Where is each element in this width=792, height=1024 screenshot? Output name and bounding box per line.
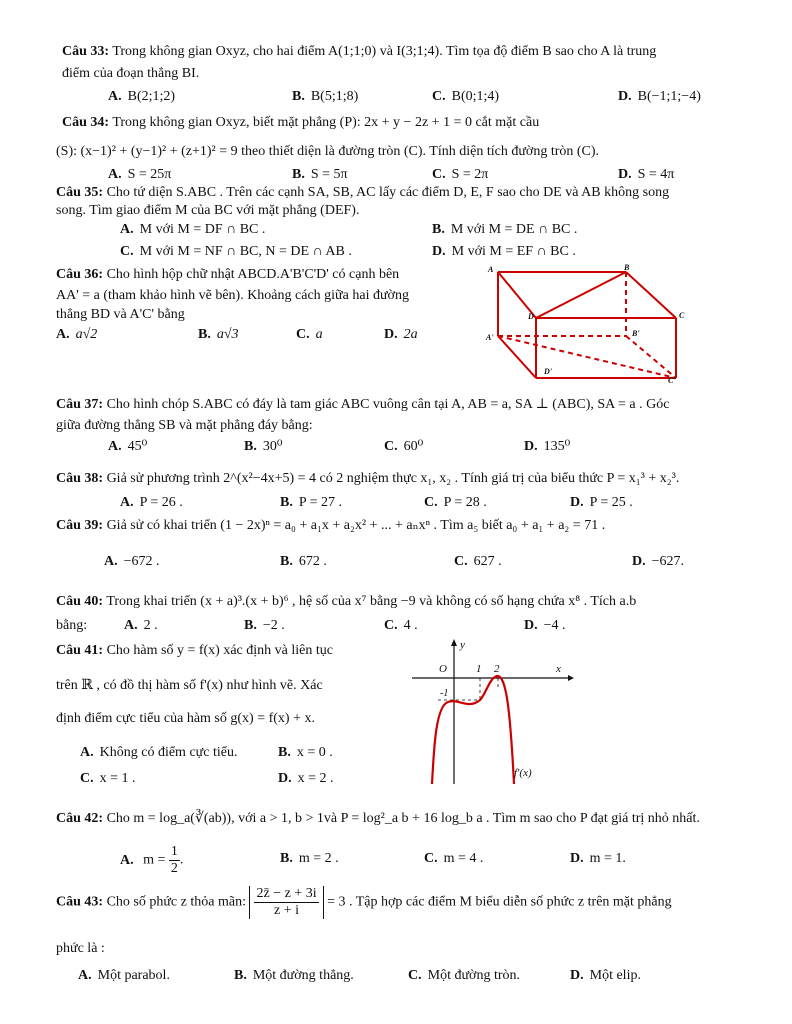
q34-text2: (S): (x−1)² + (y−1)² + (z+1)² = 9 theo thiết diện là đường tròn (C). Tính diện tích đường tròn (C). xyxy=(56,144,600,159)
q41-option-c xyxy=(80,770,136,788)
option-label: B. xyxy=(292,89,305,104)
option-text: Một parabol. xyxy=(97,968,170,983)
q35-text2: song. Tìm giao điểm M của BC với mặt phẳng (DEF). xyxy=(56,203,360,218)
q42-option-b xyxy=(280,850,339,868)
option-text: x = 0 . xyxy=(296,745,333,760)
q37-label: Câu 37: xyxy=(56,397,104,412)
option-text: x = 2 . xyxy=(297,771,334,786)
q40-option-a xyxy=(124,617,158,635)
q40-option-b xyxy=(244,617,285,635)
q37-option-d xyxy=(524,438,570,456)
q42-option-d xyxy=(570,850,626,868)
q39-option-b xyxy=(280,553,327,571)
q43-option-d xyxy=(570,967,641,985)
option-text: M với M = DE ∩ BC . xyxy=(450,222,578,237)
fraction xyxy=(254,886,318,919)
option-label: B. xyxy=(280,851,293,866)
option-text: −2 . xyxy=(262,618,285,633)
option-label: C. xyxy=(80,771,94,786)
q39-option-d xyxy=(632,553,684,571)
q37-option-a xyxy=(108,438,147,456)
x-axis-arrow-icon xyxy=(568,675,574,681)
q36-option-b xyxy=(198,326,239,344)
option-text: 672 . xyxy=(298,554,327,569)
option-text: a xyxy=(315,327,323,342)
q33-text1: Trong không gian Oxyz, cho hai điểm A(1;1;0) và I(3;1;4). Tìm tọa độ điểm B sao cho A là trung xyxy=(112,44,657,59)
vertex-A1: A' xyxy=(486,333,494,342)
q37-text2: giữa đường thẳng SB và mặt phẳng đáy bằng: xyxy=(56,418,313,433)
option-text: B(−1;1;−4) xyxy=(637,89,701,104)
option-label: A. xyxy=(120,222,134,237)
q36-option-c xyxy=(296,326,323,344)
option-text: B(0;1;4) xyxy=(451,89,500,104)
q41-line1 xyxy=(56,642,333,660)
q35-label: Câu 35: xyxy=(56,185,104,200)
q43-text2: phức là : xyxy=(56,941,105,956)
vertex-B: B xyxy=(624,263,630,272)
q38-option-c xyxy=(424,494,487,512)
option-text: S = 2π xyxy=(451,167,489,182)
fraction-denominator: z + i xyxy=(274,903,300,918)
option-label: C. xyxy=(454,554,468,569)
q41-text1: Cho hàm số y = f(x) xác định và liên tục xyxy=(106,643,333,658)
q37-text1: Cho hình chóp S.ABC có đáy là tam giác ABC vuông cân tại A, AB = a, SA ⊥ (ABC), SA = a . Góc xyxy=(106,397,670,412)
q34-text1: Trong không gian Oxyz, biết mặt phẳng (P): 2x + y − 2z + 1 = 0 cắt mặt cầu xyxy=(112,115,540,130)
option-label: C. xyxy=(408,968,422,983)
option-text: 627 . xyxy=(473,554,502,569)
option-label: B. xyxy=(432,222,445,237)
q35-option-c xyxy=(120,243,352,261)
option-label: C. xyxy=(432,89,446,104)
option-text: P = 27 . xyxy=(298,495,343,510)
option-label: A. xyxy=(108,167,122,182)
q43-line1 xyxy=(56,886,672,919)
vertex-C: C xyxy=(679,311,685,320)
q34-line1 xyxy=(62,114,539,132)
vertex-D1: D' xyxy=(544,367,552,376)
q35-option-d xyxy=(432,243,576,261)
tick-1-label: 1 xyxy=(476,663,482,675)
option-label: C. xyxy=(120,244,134,259)
option-label: A. xyxy=(78,968,92,983)
q34-option-a xyxy=(108,166,171,184)
option-label: A. xyxy=(120,852,134,868)
q40-label: Câu 40: xyxy=(56,594,104,609)
option-text: 2a xyxy=(403,327,418,342)
option-text: 30⁰ xyxy=(262,439,283,454)
option-label: D. xyxy=(570,851,584,866)
option-label: C. xyxy=(384,618,398,633)
option-label: D. xyxy=(618,89,632,104)
q40-text2: bằng: xyxy=(56,618,88,633)
option-label: D. xyxy=(524,618,538,633)
q42-option-a xyxy=(120,844,183,877)
option-text: m = xyxy=(143,852,166,868)
y-axis-label: y xyxy=(460,639,465,651)
option-text: Một đường thẳng. xyxy=(252,968,354,983)
q38-label: Câu 38: xyxy=(56,471,104,486)
q42-text1: Cho m = log_a(∛(ab)), với a > 1, b > 1và P = log²_a b + 16 log_b a . Tìm m sao cho P đạt giá trị nhỏ nhất. xyxy=(106,811,700,826)
option-label: C. xyxy=(424,851,438,866)
vertex-A: A xyxy=(488,265,494,274)
q33-option-c xyxy=(432,88,499,106)
option-label: D. xyxy=(384,327,398,342)
option-label: D. xyxy=(432,244,446,259)
option-text: m = 2 . xyxy=(298,851,339,866)
option-text: m = 1. xyxy=(589,851,626,866)
option-label: B. xyxy=(234,968,247,983)
option-text: M với M = DF ∩ BC . xyxy=(139,222,266,237)
option-label: D. xyxy=(618,167,632,182)
q41-option-d xyxy=(278,770,334,788)
q35-option-a xyxy=(120,221,265,239)
option-label: A. xyxy=(120,495,134,510)
tick-2-label: 2 xyxy=(494,663,500,675)
option-label: D. xyxy=(524,439,538,454)
option-label: B. xyxy=(244,618,257,633)
q39-label: Câu 39: xyxy=(56,518,104,533)
q42-label: Câu 42: xyxy=(56,811,104,826)
q34-option-d xyxy=(618,166,674,184)
q36-text1: Cho hình hộp chữ nhật ABCD.A'B'C'D' có cạnh bên xyxy=(106,267,400,282)
q36-option-d xyxy=(384,326,418,344)
option-text: Không có điểm cực tiểu. xyxy=(99,745,238,760)
option-text: S = 5π xyxy=(310,167,348,182)
q39-option-c xyxy=(454,553,502,571)
option-text: Một elip. xyxy=(589,968,641,983)
q35-option-b xyxy=(432,221,577,239)
fraction-numerator: 1 xyxy=(170,844,178,859)
option-text: a√2 xyxy=(75,327,98,342)
option-text: −4 . xyxy=(543,618,566,633)
option-label: B. xyxy=(278,745,291,760)
q41-derivative-graph xyxy=(408,636,576,786)
origin-label: O xyxy=(439,663,447,675)
option-text: P = 25 . xyxy=(589,495,633,510)
option-text: P = 28 . xyxy=(443,495,487,510)
option-text: m = 4 . xyxy=(443,851,484,866)
option-label: D. xyxy=(570,495,584,510)
modulus-expression xyxy=(249,886,323,919)
q36-line1 xyxy=(56,266,399,284)
q39-line1 xyxy=(56,517,605,535)
q38-option-d xyxy=(570,494,633,512)
option-text: Một đường tròn. xyxy=(427,968,521,983)
q43-text-post: = 3 . Tập hợp các điểm M biểu diễn số phức z trên mặt phẳng xyxy=(327,894,672,910)
q38-text1: Giả sử phương trình 2^(x²−4x+5) = 4 có 2 nghiệm thực x₁, x₂ . Tính giá trị của biểu thức P = x₁³ + x₂³. xyxy=(106,471,680,486)
option-label: A. xyxy=(108,439,122,454)
option-label: D. xyxy=(278,771,292,786)
q34-label: Câu 34: xyxy=(62,115,110,130)
q43-label: Câu 43: xyxy=(56,894,104,910)
option-text: −627. xyxy=(651,554,685,569)
option-label: B. xyxy=(292,167,305,182)
q40-line1 xyxy=(56,593,636,611)
vertex-D: D xyxy=(528,312,534,321)
fraction-denominator: 2 xyxy=(170,861,178,876)
q37-option-c xyxy=(384,438,423,456)
option-text: M với M = EF ∩ BC . xyxy=(451,244,576,259)
q33-option-a xyxy=(108,88,175,106)
vertex-B1: B' xyxy=(632,329,640,338)
q36-text2: AA' = a (tham khảo hình vẽ bên). Khoảng cách giữa hai đường xyxy=(56,288,409,303)
q41-option-a xyxy=(80,744,237,762)
q36-option-a xyxy=(56,326,97,344)
q40-option-c xyxy=(384,617,418,635)
option-label: C. xyxy=(296,327,310,342)
option-text: 2 . xyxy=(143,618,158,633)
option-label: C. xyxy=(384,439,398,454)
q33-option-b xyxy=(292,88,358,106)
q33-label: Câu 33: xyxy=(62,44,110,59)
option-text: 4 . xyxy=(403,618,418,633)
q36-box-figure xyxy=(484,262,694,386)
q38-line1 xyxy=(56,470,679,488)
q35-line1 xyxy=(56,184,669,202)
q37-line1 xyxy=(56,396,669,414)
q43-text-pre: Cho số phức z thỏa mãn: xyxy=(106,894,246,910)
q41-label: Câu 41: xyxy=(56,643,104,658)
q41-option-b xyxy=(278,744,333,762)
curve-label: f'(x) xyxy=(514,767,532,779)
option-text: S = 4π xyxy=(637,167,675,182)
q33-option-d xyxy=(618,88,701,106)
q37-option-b xyxy=(244,438,282,456)
option-label: B. xyxy=(280,554,293,569)
option-text: 60⁰ xyxy=(403,439,424,454)
option-text: a√3 xyxy=(216,327,239,342)
fraction-numerator: 2z̄ − z + 3i xyxy=(256,886,317,901)
option-label: A. xyxy=(104,554,118,569)
q39-option-a xyxy=(104,553,160,571)
diag-A1C1 xyxy=(498,336,676,378)
option-label: C. xyxy=(424,495,438,510)
q33-line1 xyxy=(62,43,656,61)
q36-text3: thẳng BD và A'C' bằng xyxy=(56,307,185,322)
q43-option-c xyxy=(408,967,520,985)
option-text-suffix: . xyxy=(179,852,184,868)
diag-BD xyxy=(536,272,626,318)
option-text: B(2;1;2) xyxy=(127,89,176,104)
option-label: A. xyxy=(124,618,138,633)
q35-text1: Cho tứ diện S.ABC . Trên các cạnh SA, SB, AC lấy các điểm D, E, F sao cho DE và AB không song xyxy=(106,185,670,200)
tick-minus1-label: -1 xyxy=(440,688,449,699)
q41-text2: trên ℝ , có đồ thị hàm số f'(x) như hình vẽ. Xác xyxy=(56,678,323,693)
option-label: A. xyxy=(56,327,70,342)
q33-text2: điểm của đoạn thẳng BI. xyxy=(62,66,200,81)
q43-option-a xyxy=(78,967,170,985)
option-text: B(5;1;8) xyxy=(310,89,359,104)
fraction xyxy=(169,844,180,877)
option-label: B. xyxy=(280,495,293,510)
option-text: M với M = NF ∩ BC, N = DE ∩ AB . xyxy=(139,244,352,259)
q40-text1: Trong khai triển (x + a)³.(x + b)⁶ , hệ số của x⁷ bằng −9 và không có số hạng chứa x⁸ . Tích a.b xyxy=(106,594,637,609)
option-label: D. xyxy=(632,554,646,569)
option-text: 45⁰ xyxy=(127,439,148,454)
vertex-C1: C' xyxy=(668,376,676,385)
q38-option-a xyxy=(120,494,183,512)
q41-text3: định điểm cực tiểu của hàm số g(x) = f(x) + x. xyxy=(56,711,315,726)
option-label: D. xyxy=(570,968,584,983)
option-text: −672 . xyxy=(123,554,160,569)
q42-line1 xyxy=(56,810,700,828)
option-label: B. xyxy=(244,439,257,454)
option-text: x = 1 . xyxy=(99,771,136,786)
q34-option-b xyxy=(292,166,348,184)
option-text: P = 26 . xyxy=(139,495,183,510)
q36-label: Câu 36: xyxy=(56,267,104,282)
q40-option-d xyxy=(524,617,566,635)
option-label: C. xyxy=(432,167,446,182)
option-label: A. xyxy=(80,745,94,760)
x-axis-label: x xyxy=(556,663,561,675)
option-text: S = 25π xyxy=(127,167,172,182)
edge-A1D1 xyxy=(498,336,536,378)
q43-option-b xyxy=(234,967,354,985)
edge-BC xyxy=(626,272,676,318)
y-axis-arrow-icon xyxy=(451,639,457,646)
q34-option-c xyxy=(432,166,488,184)
option-text: 135⁰ xyxy=(543,439,571,454)
q38-option-b xyxy=(280,494,342,512)
option-label: B. xyxy=(198,327,211,342)
q39-text1: Giả sử có khai triển (1 − 2x)ⁿ = a₀ + a₁x + a₂x² + ... + aₙxⁿ . Tìm a₅ biết a₀ + a₁ + a₂ = 71 . xyxy=(106,518,606,533)
q42-option-c xyxy=(424,850,483,868)
option-label: A. xyxy=(108,89,122,104)
